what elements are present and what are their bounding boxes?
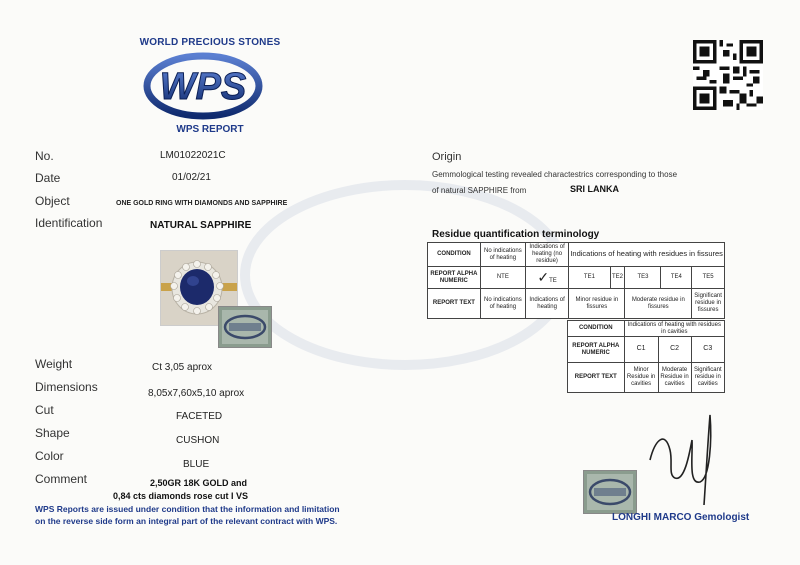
date-label: Date	[35, 171, 61, 185]
cell-c1: C1	[624, 337, 658, 363]
comment-line-1: 2,50GR 18K GOLD and	[150, 478, 248, 488]
wps-logo	[143, 50, 263, 122]
cell-cav-moderate: Moderate Residue in cavities	[658, 363, 691, 393]
cell-nte: NTE	[480, 267, 525, 289]
weight-value: Ct 3,05 aprox	[152, 362, 213, 373]
residue-fissures-table	[427, 242, 725, 319]
identification-label: Identification	[35, 216, 103, 230]
cell-c3: C3	[691, 337, 724, 363]
signature	[630, 400, 740, 515]
origin-line-1: Gemmological testing revealed charactestrics corresponding to those	[432, 170, 678, 179]
cell-te2: TE2	[610, 267, 625, 289]
cav-desc: Indications of heating with residues in cavities	[624, 321, 724, 337]
dimensions-value: 8,05x7,60x5,10 aprox	[148, 388, 245, 399]
disclaimer	[35, 503, 340, 527]
cell-te-label: TE	[549, 278, 557, 285]
color-label: Color	[35, 449, 64, 463]
report-date: 01/02/21	[172, 172, 211, 183]
comment-line-2: 0,84 cts diamonds rose cut I VS	[113, 491, 249, 501]
cell-rt-moderate: Moderate residue in fissures	[625, 289, 692, 319]
disclaimer-line-2: on the reverse side form an integral part of the relevant contract with WPS.	[35, 516, 338, 526]
cav-text-header: REPORT TEXT	[568, 363, 625, 393]
cut-label: Cut	[35, 403, 54, 417]
dimensions-label: Dimensions	[35, 380, 98, 394]
cell-rt-minor: Minor residue in fissures	[569, 289, 625, 319]
cell-rt-no: No indications of heating	[480, 289, 525, 319]
report-title: WPS REPORT	[176, 124, 244, 135]
residue-title: Residue quantification terminology	[432, 229, 600, 240]
residue-cavities-table	[567, 320, 725, 393]
alpha-header: REPORT ALPHA NUMERIC	[428, 267, 481, 289]
origin-country: SRI LANKA	[570, 184, 619, 194]
color-value: BLUE	[183, 459, 210, 470]
report-number: LM01022021C	[160, 150, 226, 161]
condition-header: CONDITION	[428, 243, 481, 267]
cell-c2: C2	[658, 337, 691, 363]
no-label: No.	[35, 149, 54, 163]
object-value: ONE GOLD RING WITH DIAMONDS AND SAPPHIRE	[116, 200, 288, 207]
cut-value: FACETED	[176, 411, 223, 422]
gemologist-name: LONGHI MARCO Gemologist	[612, 512, 750, 523]
weight-label: Weight	[35, 357, 73, 371]
cell-te5: TE5	[692, 267, 725, 289]
text-header: REPORT TEXT	[428, 289, 481, 319]
check-mark-icon: ✓	[537, 269, 550, 286]
logo-letters: WPS	[159, 66, 247, 108]
cell-cav-significant: Significant residue in cavities	[691, 363, 724, 393]
cav-alpha-header: REPORT ALPHA NUMERIC	[568, 337, 625, 363]
qr-code	[693, 40, 763, 110]
cell-te3: TE3	[625, 267, 661, 289]
cell-indications: Indications of heating (no residue)	[525, 243, 568, 267]
identification-value: NATURAL SAPPHIRE	[150, 220, 252, 231]
cav-condition-header: CONDITION	[568, 321, 625, 337]
cell-residues-fissures: Indications of heating with residues in fissures	[569, 243, 725, 267]
cell-te	[525, 267, 568, 289]
disclaimer-line-1: WPS Reports are issued under condition that the information and limitation	[35, 504, 340, 514]
cell-te4: TE4	[661, 267, 692, 289]
cell-rt-significant: Significant residue in fissures	[692, 289, 725, 319]
object-label: Object	[35, 194, 70, 208]
hologram-sticker	[218, 306, 272, 348]
origin-label: Origin	[432, 151, 462, 163]
cell-cav-minor: Minor Residue in cavities	[624, 363, 658, 393]
cell-te1: TE1	[569, 267, 610, 289]
shape-value: CUSHON	[176, 435, 220, 446]
org-name: WORLD PRECIOUS STONES	[139, 37, 281, 48]
hologram-sticker-2	[583, 470, 637, 514]
origin-line-2: of natural SAPPHIRE from	[432, 186, 527, 195]
cell-no-indications: No indications of heating	[480, 243, 525, 267]
cell-rt-ind: Indications of heating	[525, 289, 568, 319]
comment-label: Comment	[35, 472, 88, 486]
shape-label: Shape	[35, 426, 70, 440]
